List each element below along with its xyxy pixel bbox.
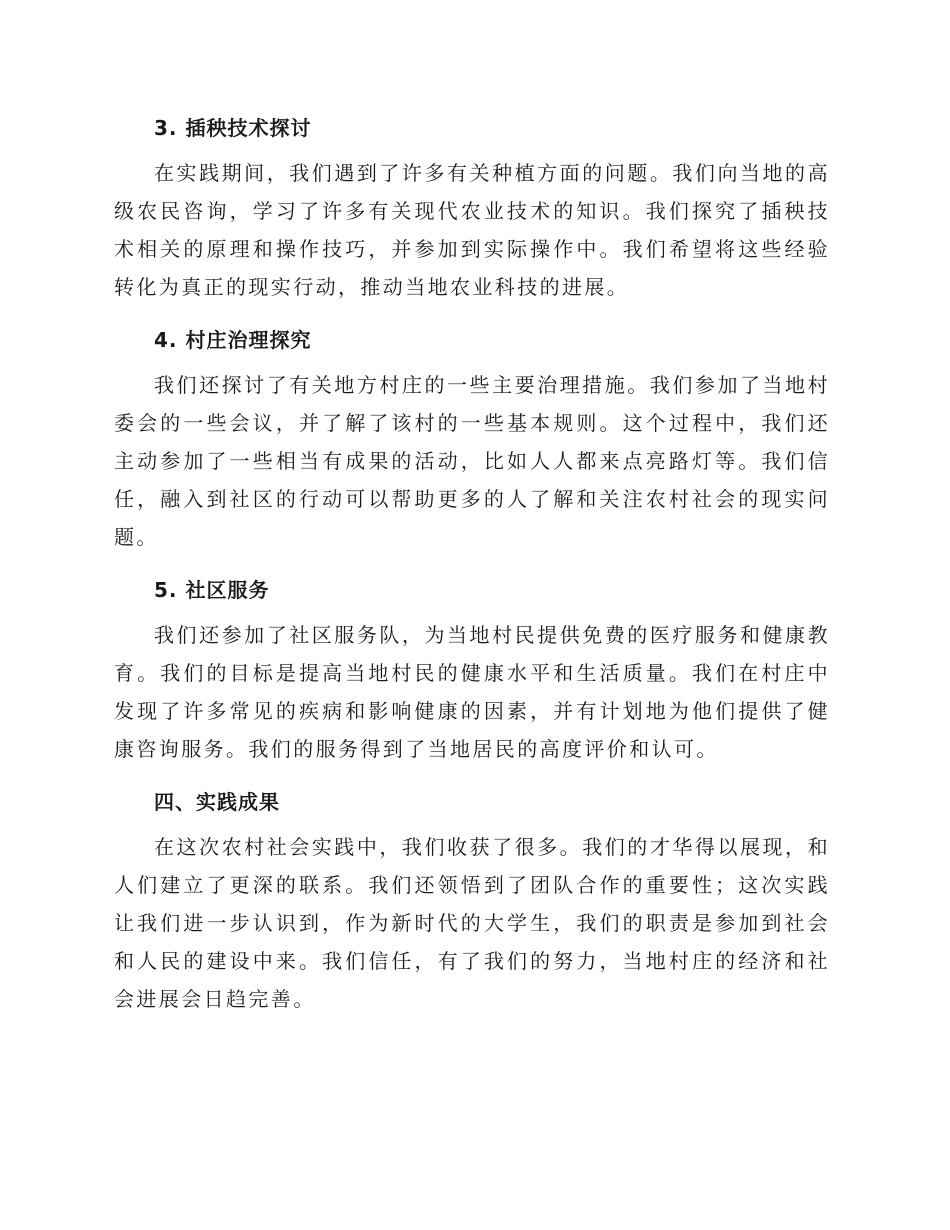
section-heading: 4. 村庄治理探究 xyxy=(154,328,312,352)
section-village-governance xyxy=(114,320,830,556)
section-heading: 5. 社区服务 xyxy=(154,578,270,602)
section-heading: 3. 插秧技术探讨 xyxy=(154,116,312,140)
section-paragraph: 我们还探讨了有关地方村庄的一些主要治理措施。我们参加了当地村委会的一些会议，并了解了该村的一些基本规则。这个过程中，我们还主动参加了一些相当有成果的活动，比如人人都来点亮路灯等。我们信任，融入到社区的行动可以帮助更多的人了解和关注农村社会的现实问题。 xyxy=(114,373,830,549)
section-paragraph: 我们还参加了社区服务队，为当地村民提供免费的医疗服务和健康教育。我们的目标是提高当地村民的健康水平和生活质量。我们在村庄中发现了许多常见的疾病和影响健康的因素，并有计划地为他们提供了健康咨询服务。我们的服务得到了当地居民的高度评价和认可。 xyxy=(114,623,830,761)
section-heading: 四、实践成果 xyxy=(154,790,280,814)
section-planting-technique xyxy=(114,108,830,306)
section-paragraph: 在实践期间，我们遇到了许多有关种植方面的问题。我们向当地的高级农民咨询，学习了许多有关现代农业技术的知识。我们探究了插秧技术相关的原理和操作技巧，并参加到实际操作中。我们希望将这些经验转化为真正的现实行动，推动当地农业科技的进展。 xyxy=(114,161,830,299)
section-community-service xyxy=(114,570,830,768)
document-body xyxy=(114,108,830,1032)
section-paragraph: 在这次农村社会实践中，我们收获了很多。我们的才华得以展现，和人们建立了更深的联系。我们还领悟到了团队合作的重要性；这次实践让我们进一步认识到，作为新时代的大学生，我们的职责是参加到社会和人民的建设中来。我们信任，有了我们的努力，当地村庄的经济和社会进展会日趋完善。 xyxy=(114,835,830,1011)
section-practice-results xyxy=(114,782,830,1018)
